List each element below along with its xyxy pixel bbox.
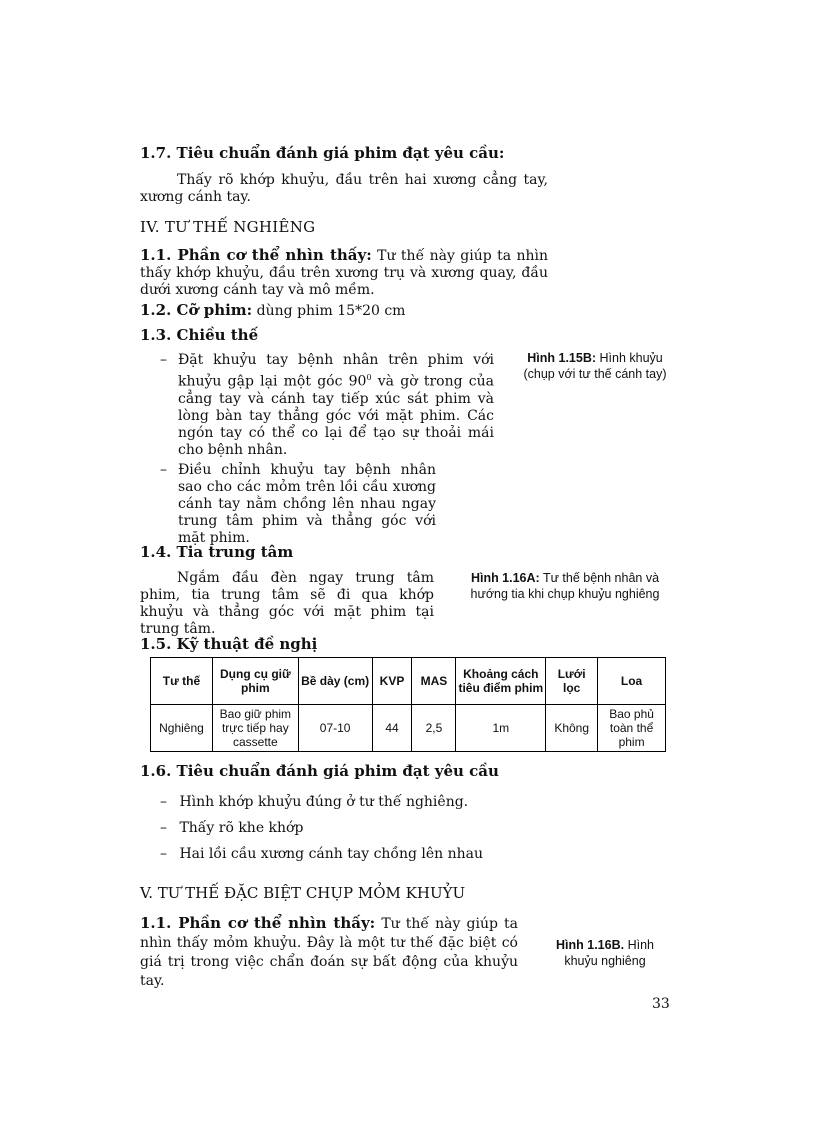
- section-iv-1-4-heading: 1.4. Tia trung tâm: [140, 543, 294, 561]
- table-header-cell: KVP: [372, 658, 412, 705]
- section-iv-1-1-label: 1.1. Phần cơ thể nhìn thấy:: [140, 246, 372, 264]
- section-v-1-1-text: Tư thế này giúp ta nhìn thấy mỏm khuỷu. Đây là một tư thế đặc biệt có giá trị trong việc chẩn đoán sự bất động của khuỷu tay.: [140, 916, 519, 989]
- table-header-cell: Tư thế: [151, 658, 213, 705]
- figure-1-16a-label: Hình 1.16A:: [470, 571, 540, 585]
- chieu-the-item-1-a: Đặt khuỷu tay bệnh nhân trên phim với khuỷu gập lại một góc 90: [178, 352, 494, 390]
- figure-1-16a-line1: [455, 570, 675, 586]
- figure-1-16b-line1: [540, 937, 670, 953]
- section-iv-1-1-text: Tư thế này giúp ta nhìn thấy khớp khuỷu, đầu trên xương trụ và xương quay, đầu dưới xương cánh tay và mô mềm.: [140, 248, 548, 298]
- table-cell: Bao giữ phim trực tiếp hay cassette: [212, 705, 298, 752]
- figure-1-16b-text: Hình: [624, 938, 654, 952]
- section-iv-1-5-heading: 1.5. Kỹ thuật đề nghị: [140, 635, 318, 653]
- chieu-the-item-1-text: [160, 352, 494, 459]
- table-cell: 1m: [456, 705, 546, 752]
- criteria-item-text: Hai lồi cầu xương cánh tay chồng lên nhau: [179, 846, 484, 862]
- section-iv-1-2-text: dùng phim 15*20 cm: [252, 303, 406, 319]
- section-1-7-text: [140, 172, 548, 206]
- figure-1-16b-line2: khuỷu nghiêng: [564, 954, 646, 968]
- section-v-1-1-label: 1.1. Phần cơ thể nhìn thấy:: [140, 914, 376, 932]
- section-iv-1-4-body: Ngắm đầu đèn ngay trung tâm phim, tia trung tâm sẽ đi qua khớp khuỷu và thẳng góc với mặt phim tại trung tâm.: [140, 570, 434, 637]
- table-cell: 2,5: [412, 705, 456, 752]
- dash-bullet: –: [160, 352, 167, 368]
- table-header-cell: Khoảng cách tiêu điểm phim: [456, 658, 546, 705]
- figure-1-16b-caption: [540, 937, 670, 969]
- criteria-item: [160, 820, 560, 837]
- section-v-heading: V. TƯ THẾ ĐẶC BIỆT CHỤP MỎM KHUỶU: [140, 884, 466, 902]
- dash-bullet: –: [160, 846, 167, 862]
- section-iv-1-2: [140, 302, 548, 320]
- table-header-row: [151, 658, 666, 705]
- table-header-cell: MAS: [412, 658, 456, 705]
- chieu-the-item-2: [160, 462, 436, 547]
- figure-1-15b-label: Hình 1.15B:: [527, 351, 597, 365]
- table-header-cell: Lưới lọc: [546, 658, 598, 705]
- table-row: [151, 705, 666, 752]
- technique-table: [150, 657, 666, 752]
- section-iv-1-2-label: 1.2. Cỡ phim:: [140, 301, 253, 319]
- criteria-item: [160, 846, 560, 863]
- section-1-7-heading: 1.7. Tiêu chuẩn đánh giá phim đạt yêu cầu:: [140, 144, 505, 162]
- chieu-the-item-2-text: Điều chỉnh khuỷu tay bệnh nhân sao cho các mỏm trên lồi cầu xương cánh tay nằm chồng lên nhau ngay trung tâm phim và thẳng góc với mặt phim.: [178, 462, 436, 546]
- section-iv-1-1: [140, 247, 548, 299]
- figure-1-15b-line2: (chụp với tư thế cánh tay): [523, 367, 667, 381]
- criteria-item-text: Thấy rõ khe khớp: [179, 820, 304, 836]
- figure-1-15b-caption: [510, 350, 680, 382]
- table-header-cell: Bề dày (cm): [298, 658, 372, 705]
- section-iv-1-4-text: [140, 570, 434, 638]
- figure-1-16a-line2: hướng tia khi chụp khuỷu nghiêng: [470, 587, 660, 601]
- dash-bullet: –: [160, 462, 167, 478]
- table-cell: Không: [546, 705, 598, 752]
- degree-sup: 0: [366, 373, 372, 382]
- table-cell: 07-10: [298, 705, 372, 752]
- section-1-7-body: Thấy rõ khớp khuỷu, đầu trên hai xương cẳng tay, xương cánh tay.: [140, 172, 548, 205]
- dash-bullet: –: [160, 794, 167, 810]
- section-iv-heading: IV. TƯ THẾ NGHIÊNG: [140, 218, 316, 236]
- table-cell: Bao phủ toàn thể phim: [598, 705, 666, 752]
- criteria-item-text: Hình khớp khuỷu đúng ở tư thế nghiêng.: [179, 794, 469, 810]
- chieu-the-item-1-b: và gờ trong của cẳng tay và cánh tay tiếp xúc sát phim và lòng bàn tay thẳng góc với mặt phim. Các ngón tay có thể co lại để tạo sự thoải mái cho bệnh nhân.: [178, 373, 494, 458]
- dash-bullet: –: [160, 820, 167, 836]
- section-iv-1-3-heading: 1.3. Chiều thế: [140, 326, 259, 344]
- section-v-1-1: [140, 914, 518, 991]
- table-cell: Nghiêng: [151, 705, 213, 752]
- page-number: 33: [652, 996, 670, 1012]
- table-cell: 44: [372, 705, 412, 752]
- figure-1-16a-caption: [455, 570, 675, 602]
- table-header-cell: Loa: [598, 658, 666, 705]
- criteria-item: [160, 794, 560, 811]
- figure-1-15b-line1: [510, 350, 680, 366]
- figure-1-15b-text: Hình khuỷu: [596, 351, 663, 365]
- figure-1-16a-text: Tư thế bệnh nhân và: [539, 571, 660, 585]
- table-header-cell: Dụng cụ giữ phim: [212, 658, 298, 705]
- chieu-the-item-1: [160, 352, 494, 459]
- section-iv-1-6-heading: 1.6. Tiêu chuẩn đánh giá phim đạt yêu cầu: [140, 762, 499, 780]
- figure-1-16b-label: Hình 1.16B.: [556, 938, 625, 952]
